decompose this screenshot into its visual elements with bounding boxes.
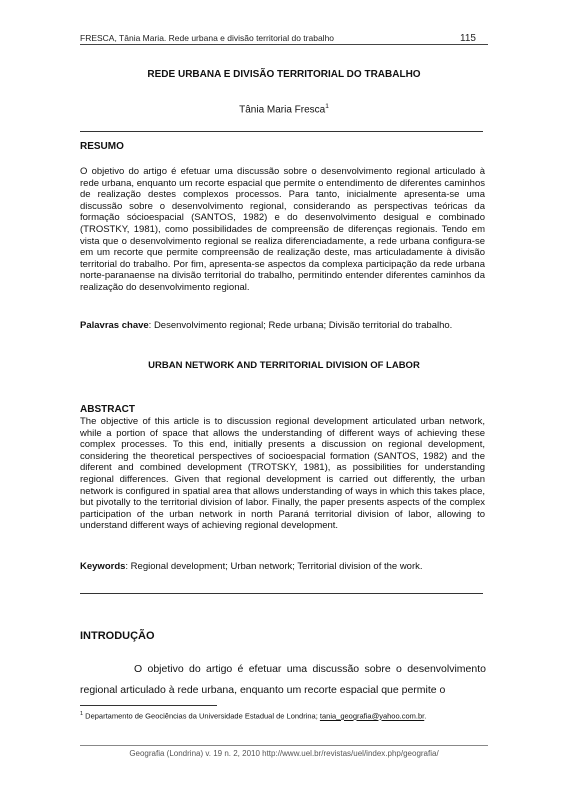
author-line — [80, 103, 488, 115]
article-title: REDE URBANA E DIVISÃO TERRITORIAL DO TRABALHO — [147, 69, 421, 80]
title-divider — [80, 131, 483, 132]
author-footnote-marker: 1 — [325, 103, 329, 110]
running-head: FRESCA, Tânia Maria. Rede urbana e divisão territorial do trabalho — [80, 33, 335, 43]
keywords-label-en: Keywords — [80, 561, 126, 572]
english-title: URBAN NETWORK AND TERRITORIAL DIVISION OF LABOR — [148, 360, 420, 371]
keywords-list-en: : Regional development; Urban network; Territorial division of the work. — [125, 561, 423, 572]
header-divider — [80, 44, 488, 45]
author-name: Tânia Maria Fresca — [239, 104, 326, 116]
abstract-divider — [80, 593, 483, 594]
author-email-link[interactable]: tania_geografia@yahoo.com.br — [319, 711, 425, 721]
abstract-text: The objective of this article is to discussion regional development articulated urban network, while a portion of space that allows the understanding of different ways of achieving these complex processes. To this end, initially presents a discussion on regional development, considering the theoretical perspectives of socioespacial formation (SANTOS, 1982) and the diferent and combined development (TROTSKY, 1981), as possibilities for understanding regional differences. Given that regional development is carried out differently, the urban network is configured in spatial area that allows understanding of ways in which this takes place, but pivotally to the territorial division of labor. Finally, the paper presents aspects of the complex participation of the urban network in north Paraná territorial division of labor, allowing to understand different ways of achieving regional development. — [80, 416, 485, 532]
introducao-heading: INTRODUÇÃO — [80, 630, 155, 642]
footnote-divider — [80, 705, 217, 706]
page-number: 115 — [460, 33, 476, 44]
footnote-text: Departamento de Geociências da Universidade Estadual de Londrina; — [83, 711, 320, 721]
introducao-text: O objetivo do artigo é efetuar uma discussão sobre o desenvolvimento regional articulado à rede urbana, enquanto um recorte espacial que permite o — [80, 663, 486, 696]
footnote — [80, 711, 426, 721]
footer-divider — [80, 745, 488, 746]
resumo-text: O objetivo do artigo é efetuar uma discussão sobre o desenvolvimento regional articulado à rede urbana, enquanto um recorte espacial que permite o entendimento de diferentes caminhos de realização destes complexos processos. Para tanto, inicialmente apresenta-se uma discussão sobre o desenvolvimento regional, considerando as perspectivas teóricas da formação sócioespacial (SANTOS, 1982) e do desenvolvimento desigual e combinado (TROSTKY, 1981), como possibilidades de compreensão de diferenças regionais. Tendo em vista que o desenvolvimento regional se realiza diferenciadamente, a rede urbana configura-se em um recorte que permite compreensão de realização deste, mas articuladamente à divisão territorial do trabalho. Por fim, apresenta-se aspectos da complexa participação da rede urbana norte-paranaense na divisão territorial do trabalho, permitindo entender diferentes caminhos da realização do desenvolvimento regional. — [80, 166, 485, 293]
resumo-heading: RESUMO — [80, 141, 124, 152]
abstract-heading: ABSTRACT — [80, 404, 135, 415]
keywords-label: Palavras chave — [80, 320, 149, 331]
footnote-marker: 1 — [80, 711, 84, 717]
footnote-suffix: . — [424, 711, 427, 721]
keywords-list: : Desenvolvimento regional; Rede urbana; Divisão territorial do trabalho. — [148, 320, 453, 331]
resumo-keywords — [80, 320, 485, 332]
footer-citation: Geografia (Londrina) v. 19 n. 2, 2010 http://www.uel.br/revistas/uel/index.php/geografia/ — [129, 749, 439, 758]
abstract-keywords — [80, 561, 485, 573]
